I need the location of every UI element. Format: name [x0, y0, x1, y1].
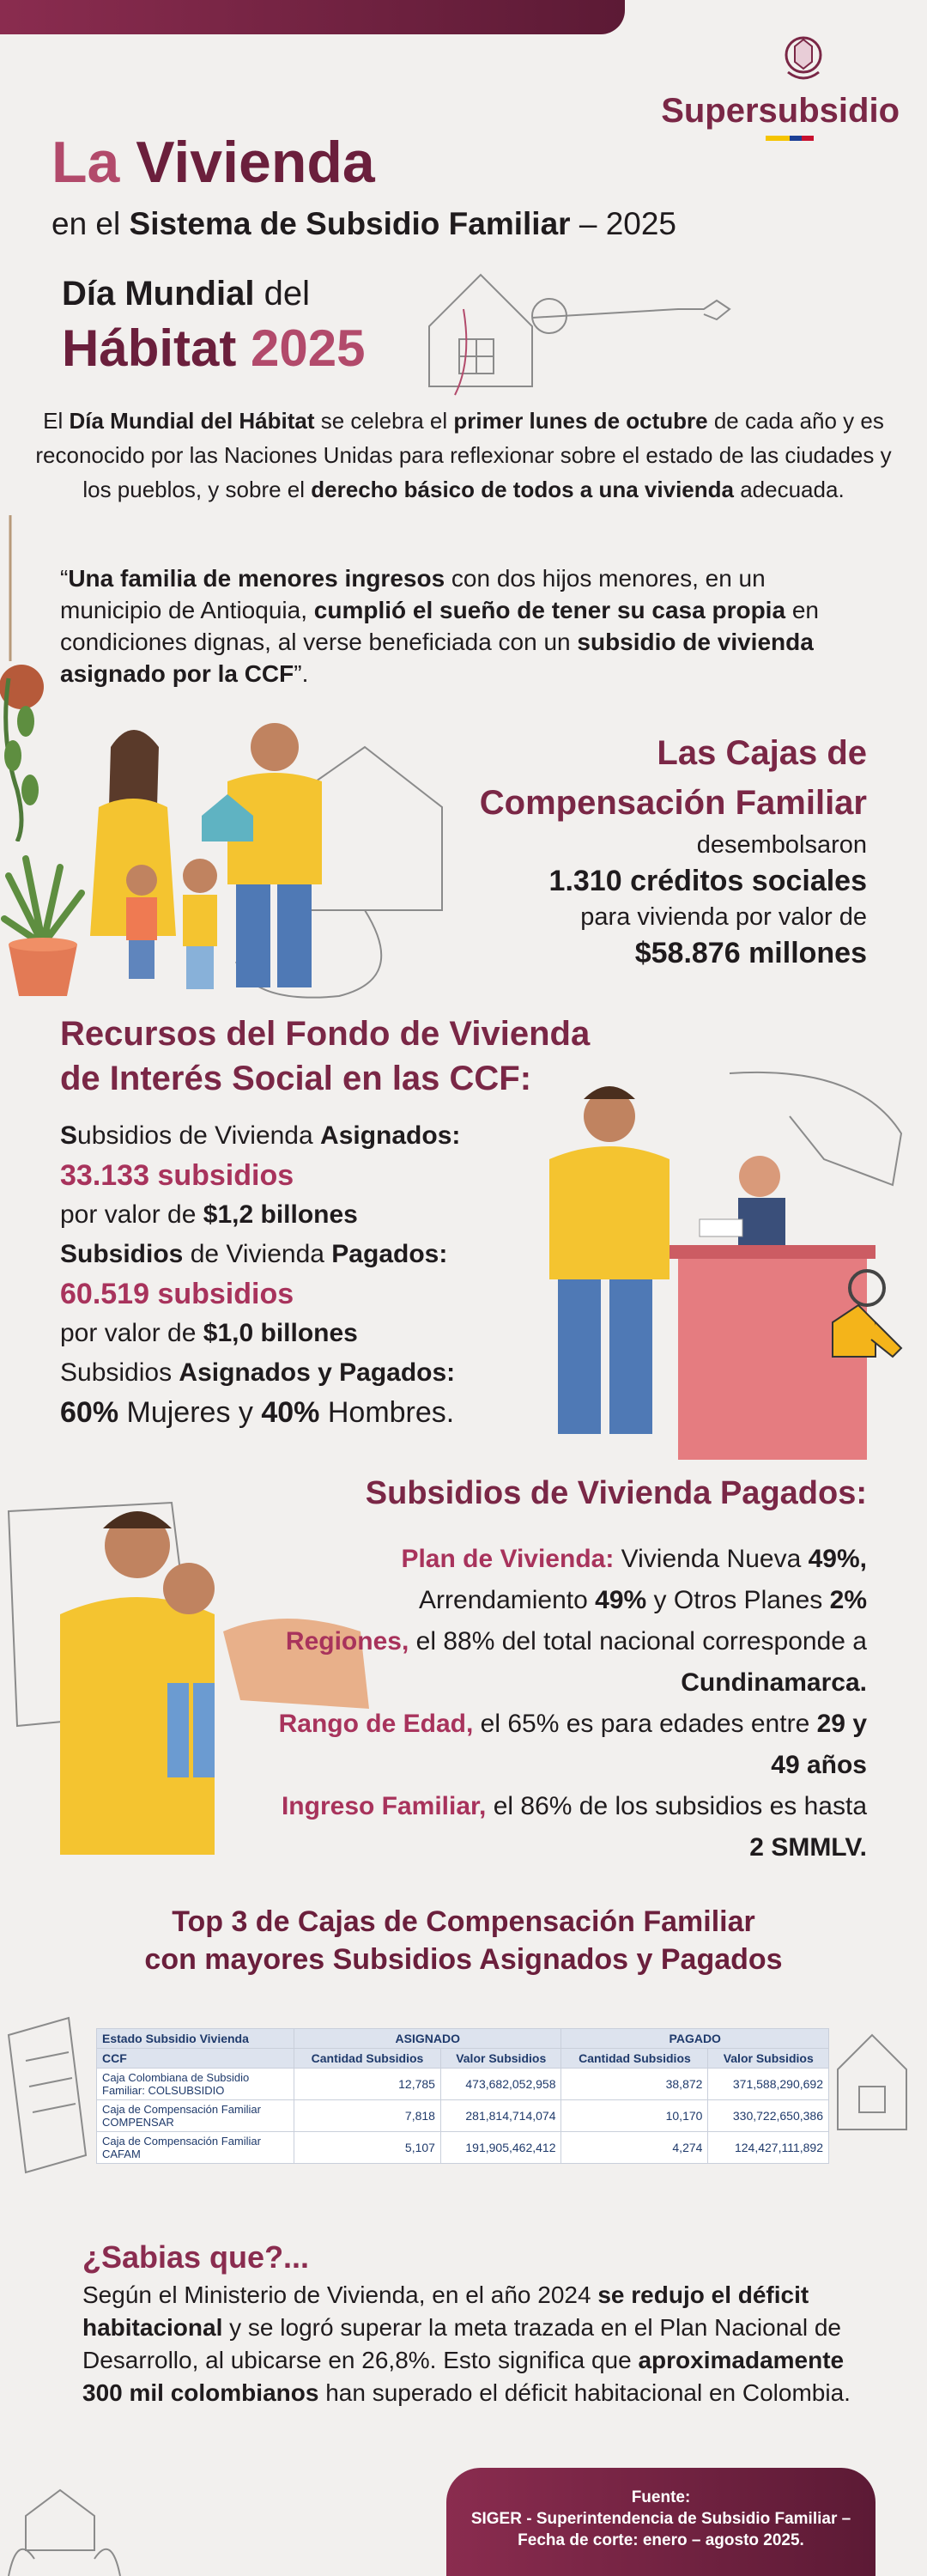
row-pagado-cant: 10,170	[561, 2100, 708, 2132]
regiones-key: Regiones,	[285, 1627, 409, 1656]
row-ccf: Caja de Compensación Familiar CAFAM	[97, 2132, 294, 2164]
asignados-value-pre: por valor de	[60, 1200, 197, 1229]
asignados-label-c: de Vivienda	[179, 1121, 313, 1150]
row-asignado-cant: 5,107	[294, 2132, 441, 2164]
sabias-title: ¿Sabias que?...	[82, 2239, 310, 2275]
plan-text-3: y Otros Planes	[653, 1586, 823, 1614]
quote-open: “	[60, 565, 69, 592]
edad-value: 29 y 49 años	[771, 1710, 867, 1779]
pagados-label-c: Pagados:	[331, 1240, 448, 1268]
plan-text-1: Vivienda Nueva	[621, 1545, 802, 1573]
family-quote	[60, 562, 833, 690]
ingreso-value: 2 SMMLV.	[749, 1833, 867, 1862]
fondo-title-1: Recursos del Fondo de Vivienda	[60, 1015, 591, 1053]
row-pagado-valor: 330,722,650,386	[708, 2100, 829, 2132]
asignados-label-b: ubsidios	[77, 1121, 173, 1150]
intro-text-4: adecuada.	[740, 477, 845, 502]
row-ccf: Caja de Compensación Familiar COMPENSAR	[97, 2100, 294, 2132]
sabias-text	[82, 2279, 855, 2409]
pagados-value: $1,0 billones	[203, 1319, 358, 1347]
intro-text-2: se celebra el	[320, 408, 448, 434]
mix-label-b: Asignados y Pagados:	[179, 1358, 456, 1387]
header-cant-pagado: Cantidad Subsidios	[561, 2049, 708, 2069]
plan-key: Plan de Vivienda:	[401, 1545, 615, 1573]
cajas-heading-1: Las Cajas de	[657, 734, 867, 772]
ingreso-key: Ingreso Familiar,	[281, 1792, 487, 1820]
header-valor-asignado: Valor Subsidios	[440, 2049, 561, 2069]
hands-house-sketch-icon	[0, 2456, 129, 2576]
hanging-plant-icon	[0, 515, 60, 841]
asignados-value: $1,2 billones	[203, 1200, 358, 1229]
edad-text: el 65% es para edades entre	[480, 1710, 810, 1738]
top3-heading	[34, 1903, 893, 1978]
top3-title-2: con mayores Subsidios Asignados y Pagados	[144, 1943, 783, 1976]
plan-value-1: 49%,	[808, 1545, 867, 1573]
title-vivienda: Vivienda	[136, 130, 375, 195]
sabias-text-2: y se logró superar la meta trazada en el Plan Nacional de Desarrollo, al ubicarse en 26,8%. Esto significa que	[82, 2314, 842, 2373]
top-banner-bar	[0, 0, 625, 34]
quote-bold-2: cumplió el sueño de tener su casa propia	[313, 597, 786, 623]
women-label: Mujeres y	[126, 1396, 253, 1429]
house-key-sketch-icon	[421, 258, 747, 404]
intro-bold-1: Día Mundial del Hábitat	[69, 408, 315, 434]
header-estado: Estado Subsidio Vivienda	[97, 2029, 294, 2049]
row-asignado-valor: 473,682,052,958	[440, 2069, 561, 2100]
cajas-amount: $58.876 millones	[634, 937, 867, 969]
row-pagado-valor: 124,427,111,892	[708, 2132, 829, 2164]
header-pagado: PAGADO	[561, 2029, 829, 2049]
neighborhood-sketch-icon	[829, 2001, 927, 2172]
header-asignado: ASIGNADO	[294, 2029, 561, 2049]
sabias-bold-2: aproximadamente 300 mil colombianos	[82, 2347, 845, 2406]
edad-key: Rango de Edad,	[278, 1710, 474, 1738]
supersubsidio-logo	[625, 29, 900, 141]
did-you-know	[82, 2239, 855, 2409]
plan-value-2: 49%	[595, 1586, 647, 1614]
subsidy-table	[96, 2028, 829, 2164]
header-valor-pagado: Valor Subsidios	[708, 2049, 829, 2069]
subtitle-bold: Sistema de Subsidio Familiar	[129, 206, 571, 241]
cajas-text-2: para vivienda por valor de	[580, 903, 867, 931]
asignados-label-a: S	[60, 1121, 78, 1150]
cajas-summary	[386, 728, 867, 972]
quote-text-2: en condiciones dignas, al verse beneficiada con un	[60, 597, 819, 655]
header-ccf: CCF	[97, 2049, 294, 2069]
asignados-label-d: Asignados:	[320, 1121, 461, 1150]
men-label: Hombres.	[327, 1396, 455, 1429]
intro-bold-3: derecho básico de todos a una vivienda	[311, 477, 734, 502]
sabias-text-1: Según el Ministerio de Vivienda, en el año 2024	[82, 2281, 591, 2308]
pagados-count: 60.519 subsidios	[60, 1278, 294, 1310]
table-row	[97, 2132, 829, 2164]
ingreso-text: el 86% de los subsidios es hasta	[493, 1792, 867, 1820]
regiones-value: Cundinamarca.	[681, 1668, 867, 1697]
row-pagado-cant: 38,872	[561, 2069, 708, 2100]
habitat-heading	[62, 275, 366, 378]
habitat-line1-bold: Día Mundial	[62, 275, 255, 313]
title-la: La	[52, 130, 120, 195]
brand-name: Supersubsidio	[661, 92, 900, 130]
subsidy-counter-illustration	[532, 1065, 910, 1477]
intro-text-3: de cada año y es reconocido por las Naciones Unidas para reflexionar sobre el estado de las ciudades y los pueblos, y sobre el	[35, 408, 892, 502]
pagados-details	[266, 1539, 867, 1868]
flag-stripe	[766, 136, 814, 141]
mix-label-a: Subsidios	[60, 1358, 173, 1387]
intro-bold-2: primer lunes de octubre	[453, 408, 708, 434]
regiones-text: el 88% del total nacional corresponde a	[415, 1627, 867, 1656]
intro-paragraph	[34, 404, 893, 507]
plan-text-2: Arrendamiento	[419, 1586, 588, 1614]
row-asignado-valor: 281,814,714,074	[440, 2100, 561, 2132]
quote-text-1: con dos hijos menores, en un municipio de Antioquia,	[60, 565, 766, 623]
intro-text-1: El	[43, 408, 64, 434]
subtitle-pre: en el	[52, 206, 121, 241]
plan-value-3: 2%	[829, 1586, 867, 1614]
pagados-value-pre: por valor de	[60, 1319, 197, 1347]
top3-table	[96, 2028, 829, 2164]
header-cant-asignado: Cantidad Subsidios	[294, 2049, 441, 2069]
coat-of-arms-icon	[776, 29, 831, 88]
quote-bold-3: subsidio de vivienda asignado por la CCF	[60, 629, 814, 687]
source-box	[446, 2468, 876, 2576]
habitat-year: 2025	[251, 319, 366, 377]
row-asignado-cant: 12,785	[294, 2069, 441, 2100]
asignados-count: 33.133 subsidios	[60, 1159, 294, 1192]
page-title	[52, 129, 375, 196]
subtitle-post: – 2025	[579, 206, 677, 241]
page-subtitle	[52, 206, 676, 242]
cajas-heading-2: Compensación Familiar	[479, 784, 867, 822]
document-sketch-icon	[0, 2001, 94, 2198]
sabias-text-3: han superado el déficit habitacional en Colombia.	[325, 2379, 851, 2406]
women-pct: 60%	[60, 1396, 119, 1429]
pagados-label-b: de Vivienda	[190, 1240, 324, 1268]
row-asignado-cant: 7,818	[294, 2100, 441, 2132]
fondo-heading	[60, 1012, 590, 1101]
quote-close: ”.	[294, 660, 309, 687]
row-ccf: Caja Colombiana de Subsidio Familiar: COLSUBSIDIO	[97, 2069, 294, 2100]
potted-plant-icon	[0, 850, 86, 1013]
row-pagado-valor: 371,588,290,692	[708, 2069, 829, 2100]
fondo-title-2: de Interés Social en las CCF:	[60, 1060, 532, 1097]
pagados-heading: Subsidios de Vivienda Pagados:	[365, 1475, 867, 1511]
source-text: SIGER - Superintendencia de Subsidio Familiar – Fecha de corte: enero – agosto 2025.	[470, 2510, 851, 2549]
table-row	[97, 2069, 829, 2100]
top3-title-1: Top 3 de Cajas de Compensación Familiar	[172, 1905, 755, 1938]
sabias-bold-1: se redujo el déficit habitacional	[82, 2281, 809, 2341]
cajas-text-1: desembolsaron	[696, 831, 867, 859]
habitat-word: Hábitat	[62, 319, 237, 377]
fondo-stats	[60, 1116, 541, 1432]
source-label: Fuente:	[631, 2488, 691, 2506]
row-pagado-cant: 4,274	[561, 2132, 708, 2164]
men-pct: 40%	[261, 1396, 320, 1429]
table-row	[97, 2100, 829, 2132]
cajas-credits: 1.310 créditos sociales	[548, 865, 867, 897]
quote-bold-1: Una familia de menores ingresos	[68, 565, 445, 592]
habitat-line1-rest: del	[264, 275, 310, 313]
row-asignado-valor: 191,905,462,412	[440, 2132, 561, 2164]
pagados-label-a: Subsidios	[60, 1240, 184, 1268]
